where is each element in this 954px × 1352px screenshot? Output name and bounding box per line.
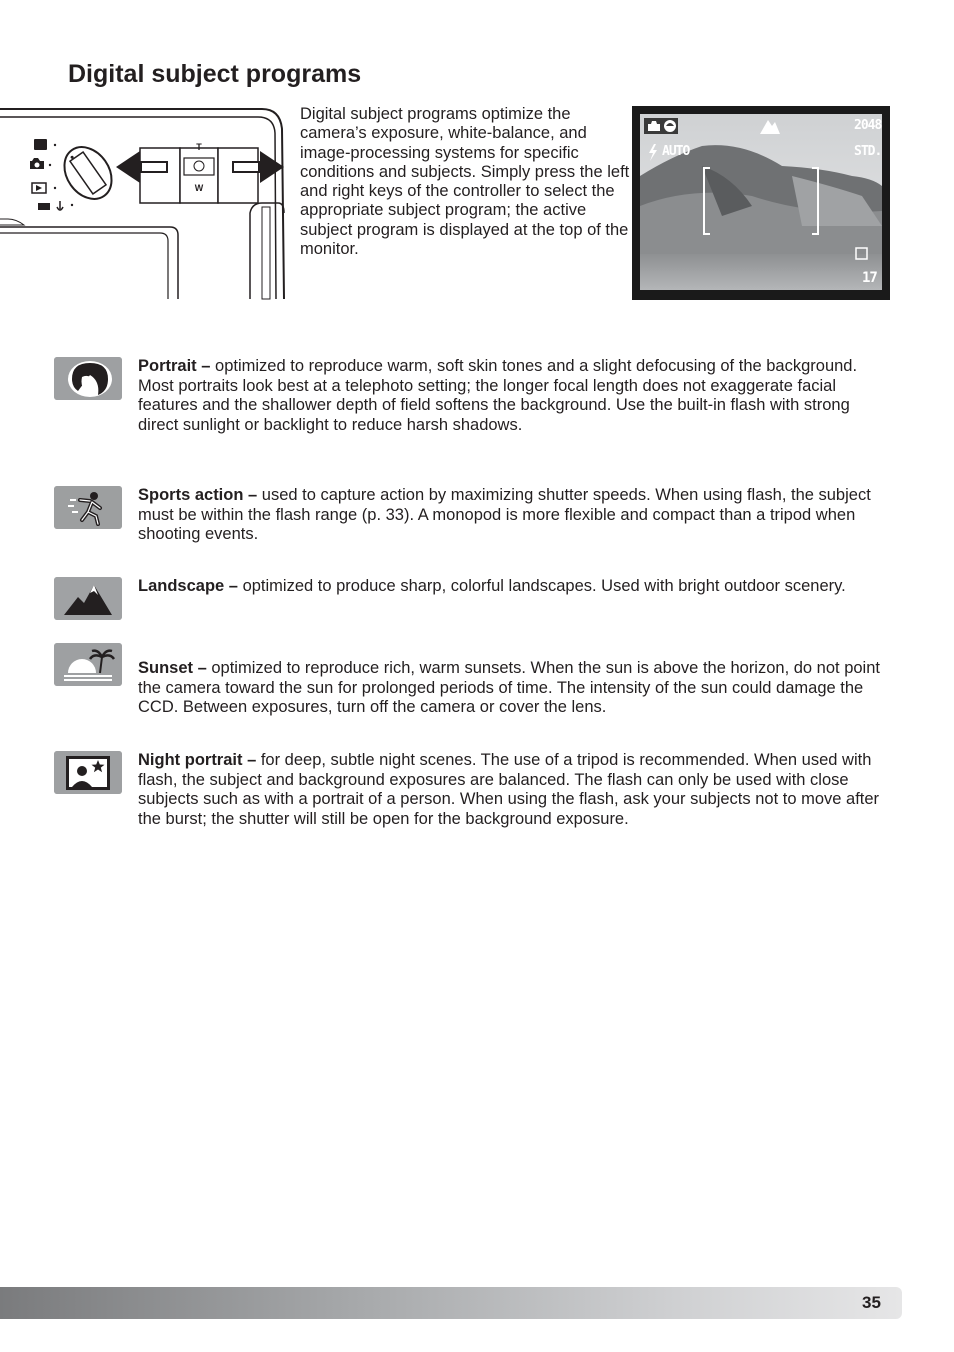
program-description: for deep, subtle night scenes. The use of a tripod is recommended. When used with flash, the subject and background exposures are balanced. The flash can only be used with close subjects such as with a portrait of a person. When using the flash, ask your subjects not to move after the burst; the shutter will still be open for the background exposure.: [138, 751, 880, 828]
program-description: optimized to reproduce warm, soft skin tones and a slight defocusing of the background. Most portraits look best at a telephoto setting; the longer focal length does not exaggerate facial features and the shallower depth of field softens the background. Use the built-in flash with strong direct sunlight or backlight to reduce harsh shadows.: [138, 357, 858, 434]
camera-monitor-display: [632, 106, 890, 300]
zoom-wide-label: W: [194, 183, 204, 193]
camera-back-illustration: [0, 103, 288, 301]
program-description: optimized to produce sharp, colorful landscapes. Used with bright outdoor scenery.: [242, 577, 846, 595]
night-portrait-icon: [54, 751, 122, 794]
quality-indicator: STD.: [854, 144, 882, 159]
program-name: Sports action –: [138, 486, 258, 504]
flash-mode-indicator: AUTO: [662, 144, 690, 159]
program-description: optimized to reproduce rich, warm sunsets. When the sun is above the horizon, do not point the camera toward the sun for prolonged periods of time. The intensity of the sun could damage the CCD. Between exposures, turn off the camera or cover the lens.: [138, 659, 880, 716]
program-name: Landscape –: [138, 577, 238, 595]
mode-dial: [55, 138, 122, 208]
page-title: Digital subject programs: [68, 60, 362, 88]
portrait-icon: [54, 357, 122, 400]
sunset-icon: [54, 643, 122, 686]
footer-bar: [0, 1287, 902, 1319]
resolution-indicator: 2048: [854, 118, 882, 133]
sports-action-icon: [54, 486, 122, 529]
program-name: Sunset –: [138, 659, 207, 677]
frame-counter: 17: [862, 270, 877, 286]
program-name: Portrait –: [138, 357, 211, 375]
landscape-icon: [54, 577, 122, 620]
zoom-tele-label: T: [196, 142, 202, 152]
program-description: used to capture action by maximizing shutter speeds. When using flash, the subject must be within the flash range (p. 33). A monopod is more flexible and compact than a tripod when shooting events.: [138, 486, 871, 543]
program-name: Night portrait –: [138, 751, 257, 769]
intro-paragraph: Digital subject programs optimize the camera’s exposure, white-balance, and image-processing systems for specific conditions and subjects. Simply press the left and right keys of the controller to select the appropriate subject program; the active subject program is displayed at the top of the monitor.: [300, 105, 630, 259]
page-number: 35: [862, 1293, 881, 1312]
